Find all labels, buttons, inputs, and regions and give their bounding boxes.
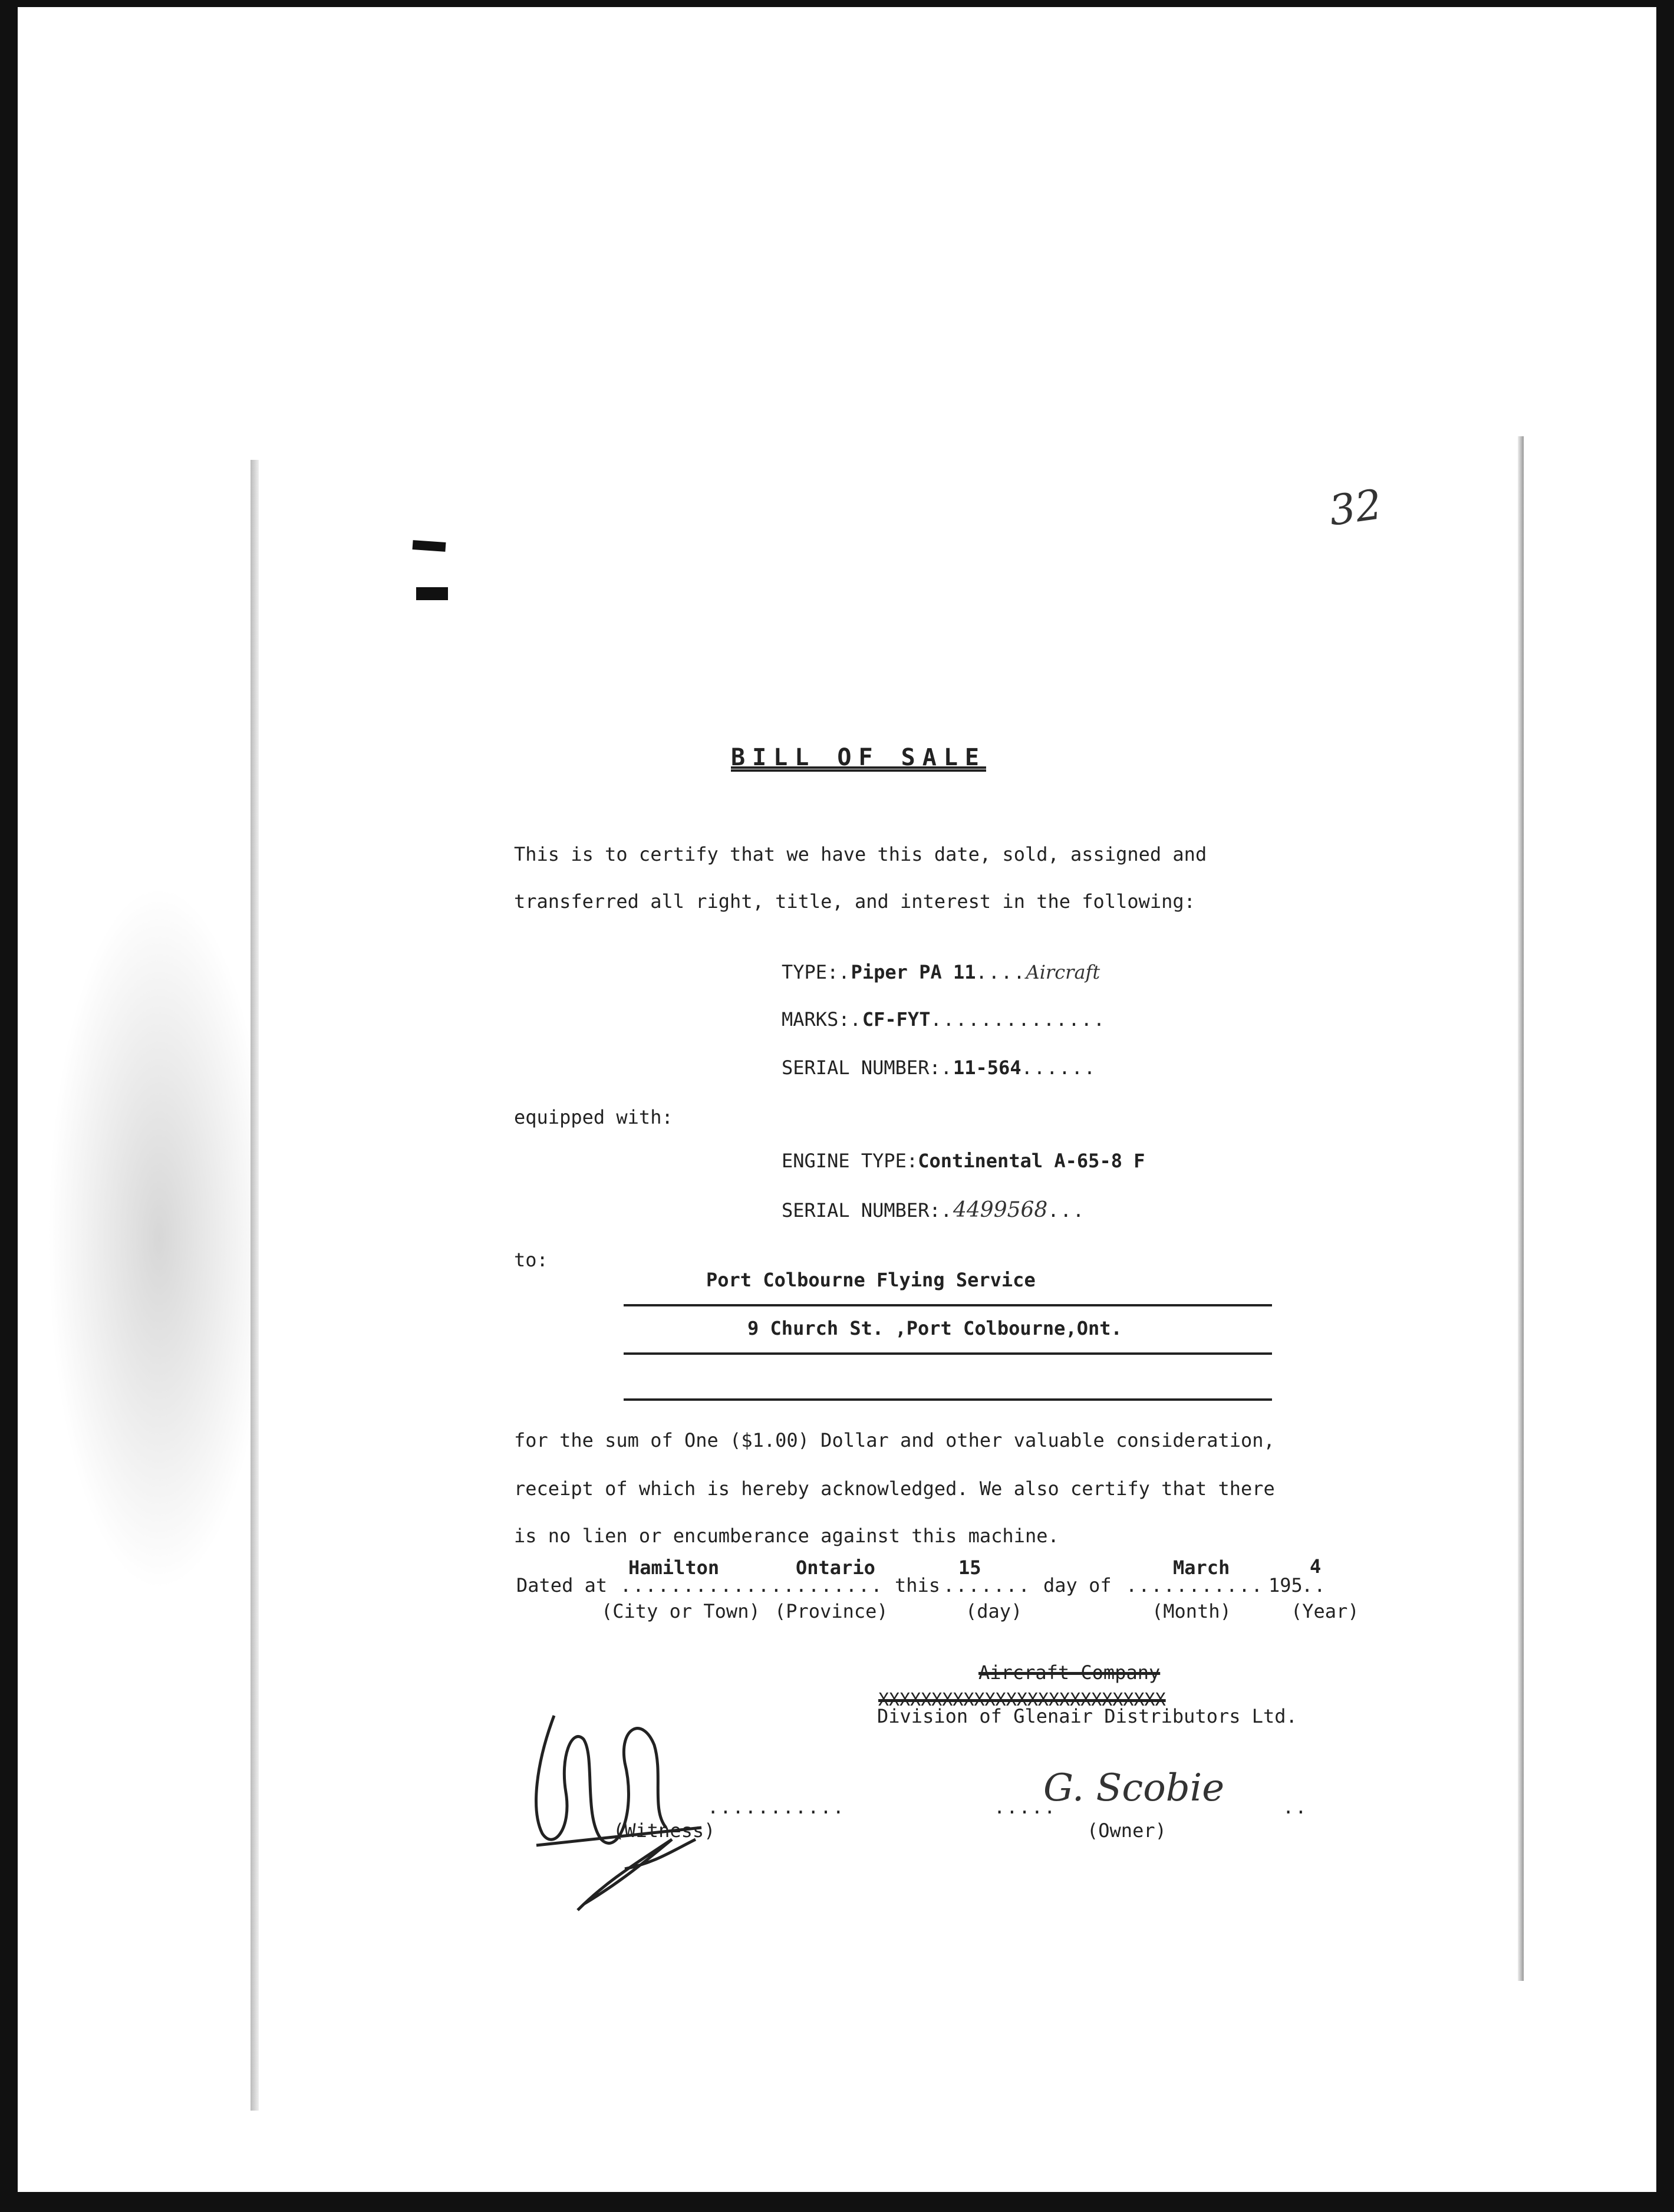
- engine-serial-value: 4499568: [953, 1198, 1048, 1222]
- dated-province: Ontario: [796, 1556, 875, 1579]
- document-title: BILL OF SALE: [731, 744, 986, 771]
- sheet-edge: [251, 460, 259, 2111]
- engine-serial-label: SERIAL NUMBER:: [782, 1199, 941, 1222]
- dated-year-prefix: 195: [1268, 1574, 1303, 1597]
- witness-dots: ...........: [707, 1796, 845, 1818]
- buyer-rule: [624, 1398, 1272, 1401]
- seller-struck-name: Aircraft Company: [978, 1661, 1161, 1684]
- witness-signature: [519, 1692, 731, 1916]
- dated-day: 15: [958, 1556, 981, 1579]
- consideration-line: receipt of which is hereby acknowledged. We also certify that there: [514, 1477, 1275, 1500]
- owner-caption: (Owner): [1087, 1819, 1166, 1842]
- consideration-line: for the sum of One ($1.00) Dollar and other valuable consideration,: [514, 1429, 1275, 1451]
- witness-caption: (Witness): [613, 1819, 716, 1842]
- aircraft-type-row: TYPE:.Piper PA 11....Aircraft: [782, 961, 1100, 983]
- engine-type-value: Continental A-65-8 F: [918, 1150, 1145, 1172]
- marks-value: CF-FYT: [862, 1008, 931, 1031]
- aircraft-marks-row: MARKS:.CF-FYT..............: [782, 1008, 1106, 1031]
- equipped-label: equipped with:: [514, 1106, 673, 1128]
- dated-year-digit: 4: [1310, 1555, 1322, 1578]
- scan-smudge: [47, 884, 271, 1592]
- owner-signature: G. Scobie: [1043, 1766, 1225, 1810]
- dated-this-label: this: [895, 1574, 941, 1597]
- owner-dots: .....: [994, 1796, 1057, 1818]
- dated-dots: .....................: [620, 1574, 884, 1597]
- dated-month: March: [1173, 1556, 1230, 1579]
- engine-type-label: ENGINE TYPE:: [782, 1150, 918, 1172]
- aircraft-serial-row: SERIAL NUMBER:.11-564......: [782, 1056, 1097, 1079]
- month-caption: (Month): [1152, 1600, 1231, 1622]
- buyer-address: 9 Church St. ,Port Colbourne,Ont.: [747, 1317, 1122, 1339]
- intro-line: transferred all right, title, and interest in the following:: [514, 890, 1195, 913]
- province-caption: (Province): [775, 1600, 888, 1622]
- aircraft-type-label: TYPE:: [782, 961, 839, 983]
- aircraft-type-value: Piper PA 11: [851, 961, 976, 983]
- day-caption: (day): [965, 1600, 1023, 1622]
- dated-dots: ..: [1301, 1574, 1327, 1597]
- marks-label: MARKS:: [782, 1008, 850, 1031]
- intro-line: This is to certify that we have this date, sold, assigned and: [514, 843, 1207, 865]
- page-number: 32: [1326, 480, 1385, 535]
- buyer-rule: [624, 1352, 1272, 1355]
- buyer-name: Port Colbourne Flying Service: [706, 1269, 1036, 1291]
- aircraft-serial-label: SERIAL NUMBER:: [782, 1056, 941, 1079]
- to-label: to:: [514, 1249, 548, 1271]
- consideration-line: is no lien or encumberance against this machine.: [514, 1525, 1059, 1547]
- city-caption: (City or Town): [601, 1600, 760, 1622]
- dated-dots: ...........: [1126, 1574, 1264, 1597]
- document-sheet: [253, 383, 1521, 2128]
- year-caption: (Year): [1291, 1600, 1359, 1622]
- aircraft-type-handwritten: Aircraft: [1026, 961, 1100, 983]
- dated-day-of-label: day of: [1043, 1574, 1112, 1597]
- dated-prefix: Dated at: [516, 1574, 608, 1597]
- dated-city: Hamilton: [628, 1556, 720, 1579]
- dated-dots: .......: [943, 1574, 1031, 1597]
- seller-division: Division of Glenair Distributors Ltd.: [877, 1705, 1297, 1727]
- seller-struck-line: XXXXXXXXXXXXXXXXXXXXXXXXXXX: [878, 1690, 1166, 1710]
- engine-serial-row: SERIAL NUMBER:.4499568...: [782, 1198, 1086, 1222]
- punch-mark: [416, 587, 448, 600]
- sheet-edge: [1518, 436, 1524, 1981]
- owner-dots: ..: [1283, 1796, 1308, 1818]
- aircraft-serial-value: 11-564: [953, 1056, 1021, 1079]
- engine-type-row: [782, 1150, 1145, 1172]
- buyer-rule: [624, 1304, 1272, 1306]
